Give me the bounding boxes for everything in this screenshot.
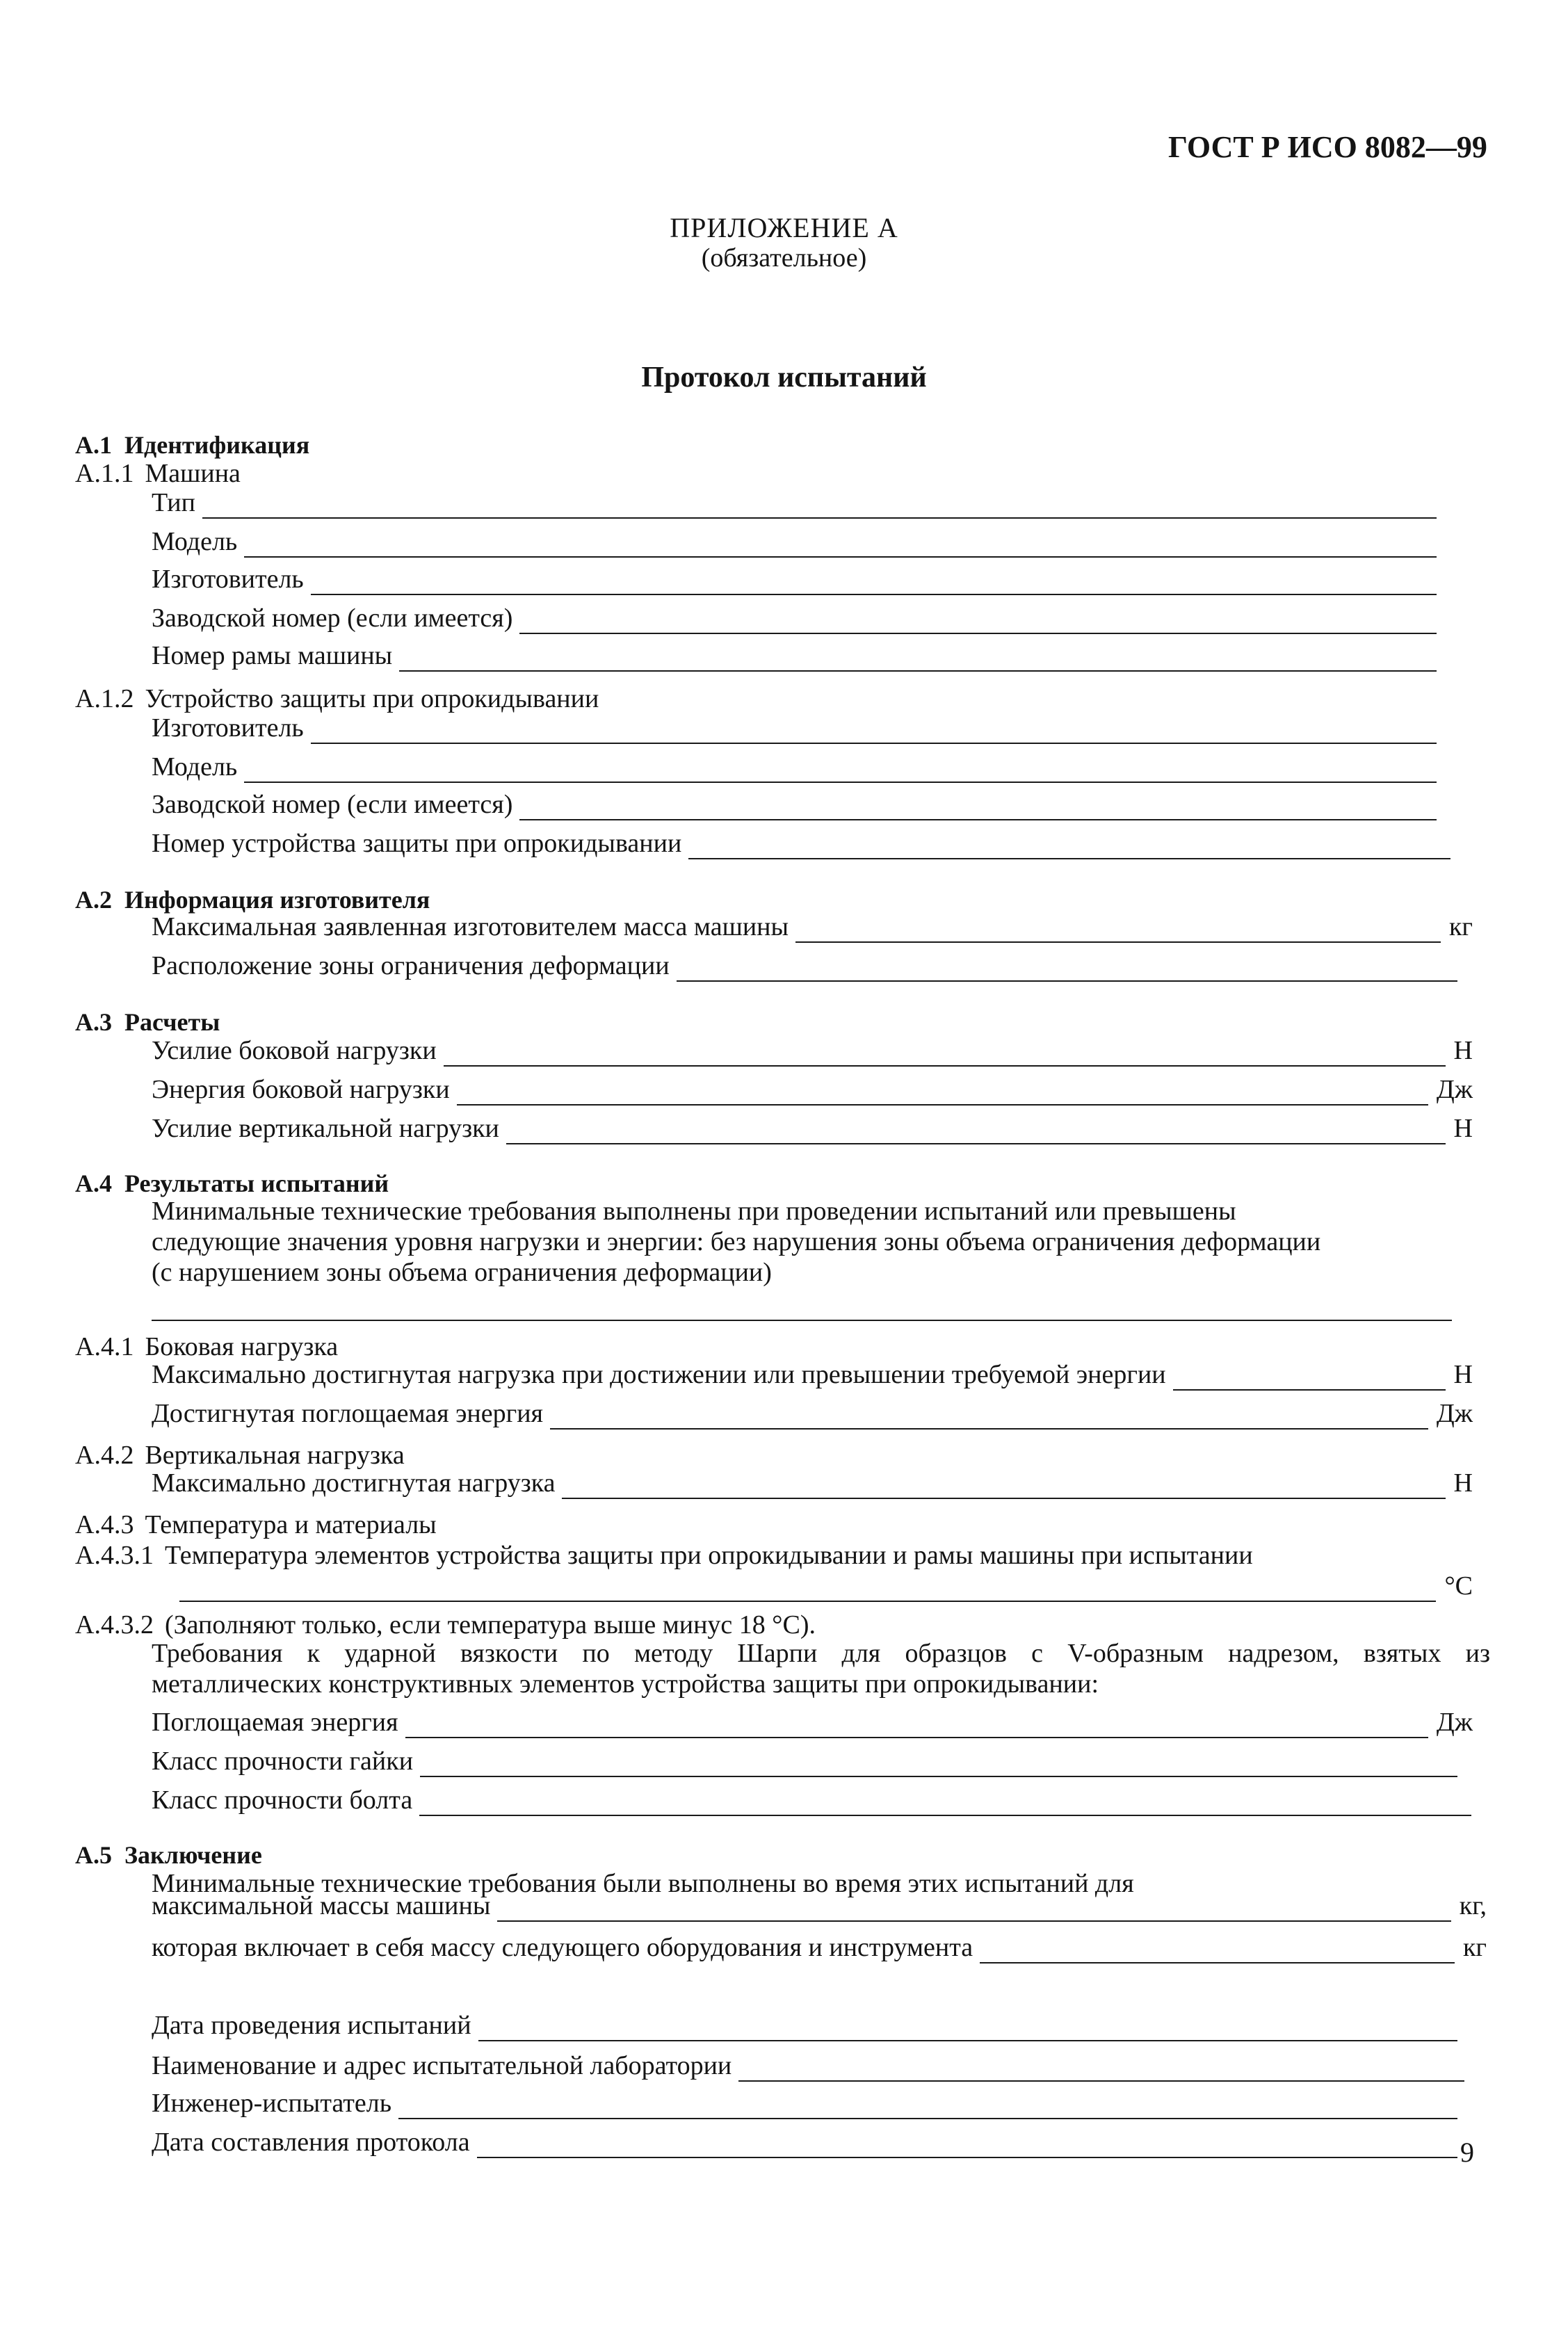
field-label: Изготовитель <box>152 565 304 594</box>
appendix-note: (обязательное) <box>701 243 867 273</box>
subsection-number: А.4.3.1 <box>75 1541 154 1570</box>
field-max-machine-mass[interactable] <box>152 911 1473 943</box>
field-vertical-load-force[interactable] <box>152 1112 1473 1144</box>
field-machine-type[interactable] <box>152 487 1445 519</box>
subsection-number: А.4.3 <box>75 1510 134 1539</box>
subsection-title: Температура и материалы <box>145 1510 437 1539</box>
subsection-number: А.4.1 <box>75 1332 134 1361</box>
field-report-date[interactable] <box>152 2126 1466 2158</box>
conclusion-line: Минимальные технические требования были выполнены во время этих испытаний для <box>152 1869 1134 1898</box>
field-label: Изготовитель <box>152 713 304 743</box>
field-label: Наименование и адрес испытательной лаборатории <box>152 2051 732 2080</box>
section-a4-heading <box>75 1171 389 1196</box>
subsection-number: А.1.2 <box>75 684 134 713</box>
unit-label: Н <box>1453 1360 1473 1389</box>
field-dlv-location[interactable] <box>152 950 1466 982</box>
paragraph-line: металлических конструктивных элементов устройства защиты при опрокидывании: <box>152 1669 1099 1699</box>
fill-line[interactable] <box>405 1737 1428 1738</box>
field-label: Модель <box>152 527 238 556</box>
field-label: Расположение зоны ограничения деформации <box>152 951 670 980</box>
field-label: Заводской номер (если имеется) <box>152 604 513 633</box>
field-max-machine-mass-tested[interactable] <box>152 1890 1487 1922</box>
section-a3-heading <box>75 1010 220 1035</box>
charpy-paragraph <box>152 1638 1490 1699</box>
subsection-a4-1-heading <box>75 1334 338 1360</box>
fill-line[interactable] <box>444 1065 1446 1067</box>
document-title: Протокол испытаний <box>641 362 927 394</box>
field-label: максимальной массы машины <box>152 1891 491 1920</box>
fill-line[interactable] <box>550 1428 1428 1430</box>
subsection-title: Температура элементов устройства защиты при опрокидывании и рамы машины при испытании <box>164 1541 1253 1570</box>
paragraph-line: (с нарушением зоны объема ограничения деформации) <box>152 1258 772 1287</box>
field-label: Инженер-испытатель <box>152 2089 392 2118</box>
fill-line[interactable] <box>1173 1389 1446 1391</box>
field-label: Класс прочности болта <box>152 1786 413 1815</box>
fill-line[interactable] <box>519 633 1437 634</box>
appendix-title: ПРИЛОЖЕНИЕ А <box>670 212 898 243</box>
field-label: Дата проведения испытаний <box>152 2011 471 2040</box>
results-paragraph <box>152 1196 1490 1288</box>
fill-line[interactable] <box>311 594 1437 595</box>
fill-line[interactable] <box>419 1815 1471 1816</box>
field-test-engineer[interactable] <box>152 2087 1466 2119</box>
section-number: А.4 <box>75 1169 112 1197</box>
field-rops-model[interactable] <box>152 751 1445 783</box>
field-bolt-property-class[interactable] <box>152 1784 1480 1816</box>
fill-line[interactable] <box>562 1498 1445 1499</box>
field-nut-property-class[interactable] <box>152 1745 1466 1777</box>
unit-label: кг <box>1448 912 1473 941</box>
unit-label: Дж <box>1436 1075 1473 1104</box>
field-lateral-load-energy[interactable] <box>152 1074 1473 1106</box>
subsection-number: А.4.2 <box>75 1441 134 1470</box>
fill-line[interactable] <box>179 1601 1436 1602</box>
subsection-a4-3-1-heading <box>75 1542 1253 1569</box>
field-label: Тип <box>152 488 195 517</box>
field-absorbed-energy[interactable] <box>152 1706 1473 1738</box>
section-number: А.1 <box>75 431 112 459</box>
fill-line[interactable] <box>420 1776 1457 1777</box>
section-a1-heading <box>75 432 309 458</box>
subsection-title: Вертикальная нагрузка <box>145 1441 405 1470</box>
fill-line[interactable] <box>677 980 1457 982</box>
field-label: Максимальная заявленная изготовителем масса машины <box>152 912 789 941</box>
subsection-title: Боковая нагрузка <box>145 1332 339 1361</box>
fill-line[interactable] <box>980 1962 1455 1963</box>
field-label: Энергия боковой нагрузки <box>152 1075 450 1104</box>
unit-label: Н <box>1453 1036 1473 1065</box>
fill-line[interactable] <box>795 941 1441 943</box>
field-label: Достигнутая поглощаемая энергия <box>152 1399 544 1428</box>
section-a2-heading <box>75 887 430 912</box>
fill-line[interactable] <box>497 1920 1450 1922</box>
field-label: Номер рамы машины <box>152 641 393 670</box>
field-label: Максимально достигнутая нагрузка при достижении или превышении требуемой энергии <box>152 1360 1166 1389</box>
fill-line[interactable] <box>244 556 1437 558</box>
field-temperature[interactable] <box>179 1570 1473 1602</box>
section-title: Информация изготовителя <box>124 886 430 914</box>
subsection-a4-3-heading <box>75 1512 437 1538</box>
standard-designation: ГОСТ Р ИСО 8082—99 <box>1168 130 1487 164</box>
field-label: Модель <box>152 752 238 782</box>
subsection-a1-2-heading <box>75 686 599 712</box>
subsection-a4-3-2-heading <box>75 1612 816 1638</box>
field-test-date[interactable] <box>152 2009 1466 2041</box>
subsection-title: Устройство защиты при опрокидывании <box>145 684 599 713</box>
field-machine-manufacturer[interactable] <box>152 563 1445 595</box>
fill-line[interactable] <box>244 782 1437 783</box>
fill-line[interactable] <box>738 2080 1464 2082</box>
paragraph-line: следующие значения уровня нагрузки и энергии: без нарушения зоны объема ограничения деформации <box>152 1227 1321 1256</box>
field-laboratory-name-address[interactable] <box>152 2050 1473 2082</box>
subsection-a1-1-heading <box>75 460 241 487</box>
unit-label: °C <box>1444 1571 1473 1601</box>
field-label: Класс прочности гайки <box>152 1747 414 1776</box>
field-machine-serial-number[interactable] <box>152 602 1445 634</box>
field-label: Усилие вертикальной нагрузки <box>152 1114 499 1143</box>
section-title: Результаты испытаний <box>124 1169 389 1197</box>
section-title: Идентификация <box>124 431 310 459</box>
subsection-title: (Заполняют только, если температура выше минус 18 °C). <box>164 1610 816 1639</box>
fill-line[interactable] <box>398 2118 1457 2119</box>
results-fill-line[interactable] <box>152 1320 1452 1321</box>
field-rops-number[interactable] <box>152 827 1459 859</box>
section-number: А.5 <box>75 1841 112 1869</box>
fill-line[interactable] <box>311 743 1437 744</box>
section-title: Заключение <box>124 1841 262 1869</box>
subsection-number: А.1.1 <box>75 459 134 488</box>
unit-label: кг <box>1462 1933 1487 1962</box>
field-label: Максимально достигнутая нагрузка <box>152 1468 556 1498</box>
field-label: Поглощаемая энергия <box>152 1708 398 1737</box>
field-max-vertical-load[interactable] <box>152 1467 1473 1499</box>
unit-label: Дж <box>1436 1399 1473 1428</box>
field-machine-model[interactable] <box>152 526 1445 558</box>
paragraph-line: Минимальные технические требования выполнены при проведении испытаний или превышены <box>152 1197 1236 1226</box>
fill-line[interactable] <box>519 819 1437 820</box>
subsection-number: А.4.3.2 <box>75 1610 154 1639</box>
field-rops-manufacturer[interactable] <box>152 712 1445 744</box>
unit-label: Н <box>1453 1114 1473 1143</box>
fill-line[interactable] <box>202 517 1437 519</box>
section-title: Расчеты <box>124 1008 220 1036</box>
subsection-a4-2-heading <box>75 1442 405 1468</box>
section-a5-heading <box>75 1843 262 1868</box>
field-absorbed-energy-achieved[interactable] <box>152 1398 1473 1430</box>
field-max-lateral-load[interactable] <box>152 1359 1473 1391</box>
field-rops-serial-number[interactable] <box>152 788 1445 820</box>
paragraph-line: Требования к ударной вязкости по методу Шарпи для образцов с V-образным надрезом, взятых из <box>152 1639 1490 1668</box>
section-number: А.2 <box>75 886 112 914</box>
fill-line[interactable] <box>688 858 1450 859</box>
page-number: 9 <box>1460 2137 1474 2168</box>
unit-label: Дж <box>1436 1708 1473 1737</box>
unit-label: Н <box>1453 1468 1473 1498</box>
field-label: Усилие боковой нагрузки <box>152 1036 437 1065</box>
section-number: А.3 <box>75 1008 112 1036</box>
field-machine-frame-number[interactable] <box>152 640 1445 672</box>
field-label: Дата составления протокола <box>152 2128 470 2157</box>
fill-line[interactable] <box>506 1143 1446 1144</box>
subsection-title: Машина <box>145 459 241 488</box>
fill-line[interactable] <box>477 2157 1457 2158</box>
field-label: Заводской номер (если имеется) <box>152 790 513 819</box>
fill-line[interactable] <box>399 670 1437 672</box>
field-equipment-mass[interactable] <box>152 1932 1487 1963</box>
fill-line[interactable] <box>457 1104 1428 1106</box>
field-label: Номер устройства защиты при опрокидывании <box>152 829 682 858</box>
field-lateral-load-force[interactable] <box>152 1035 1473 1067</box>
unit-label: кг, <box>1459 1891 1487 1920</box>
fill-line[interactable] <box>478 2040 1457 2041</box>
field-label: которая включает в себя массу следующего оборудования и инструмента <box>152 1933 973 1962</box>
